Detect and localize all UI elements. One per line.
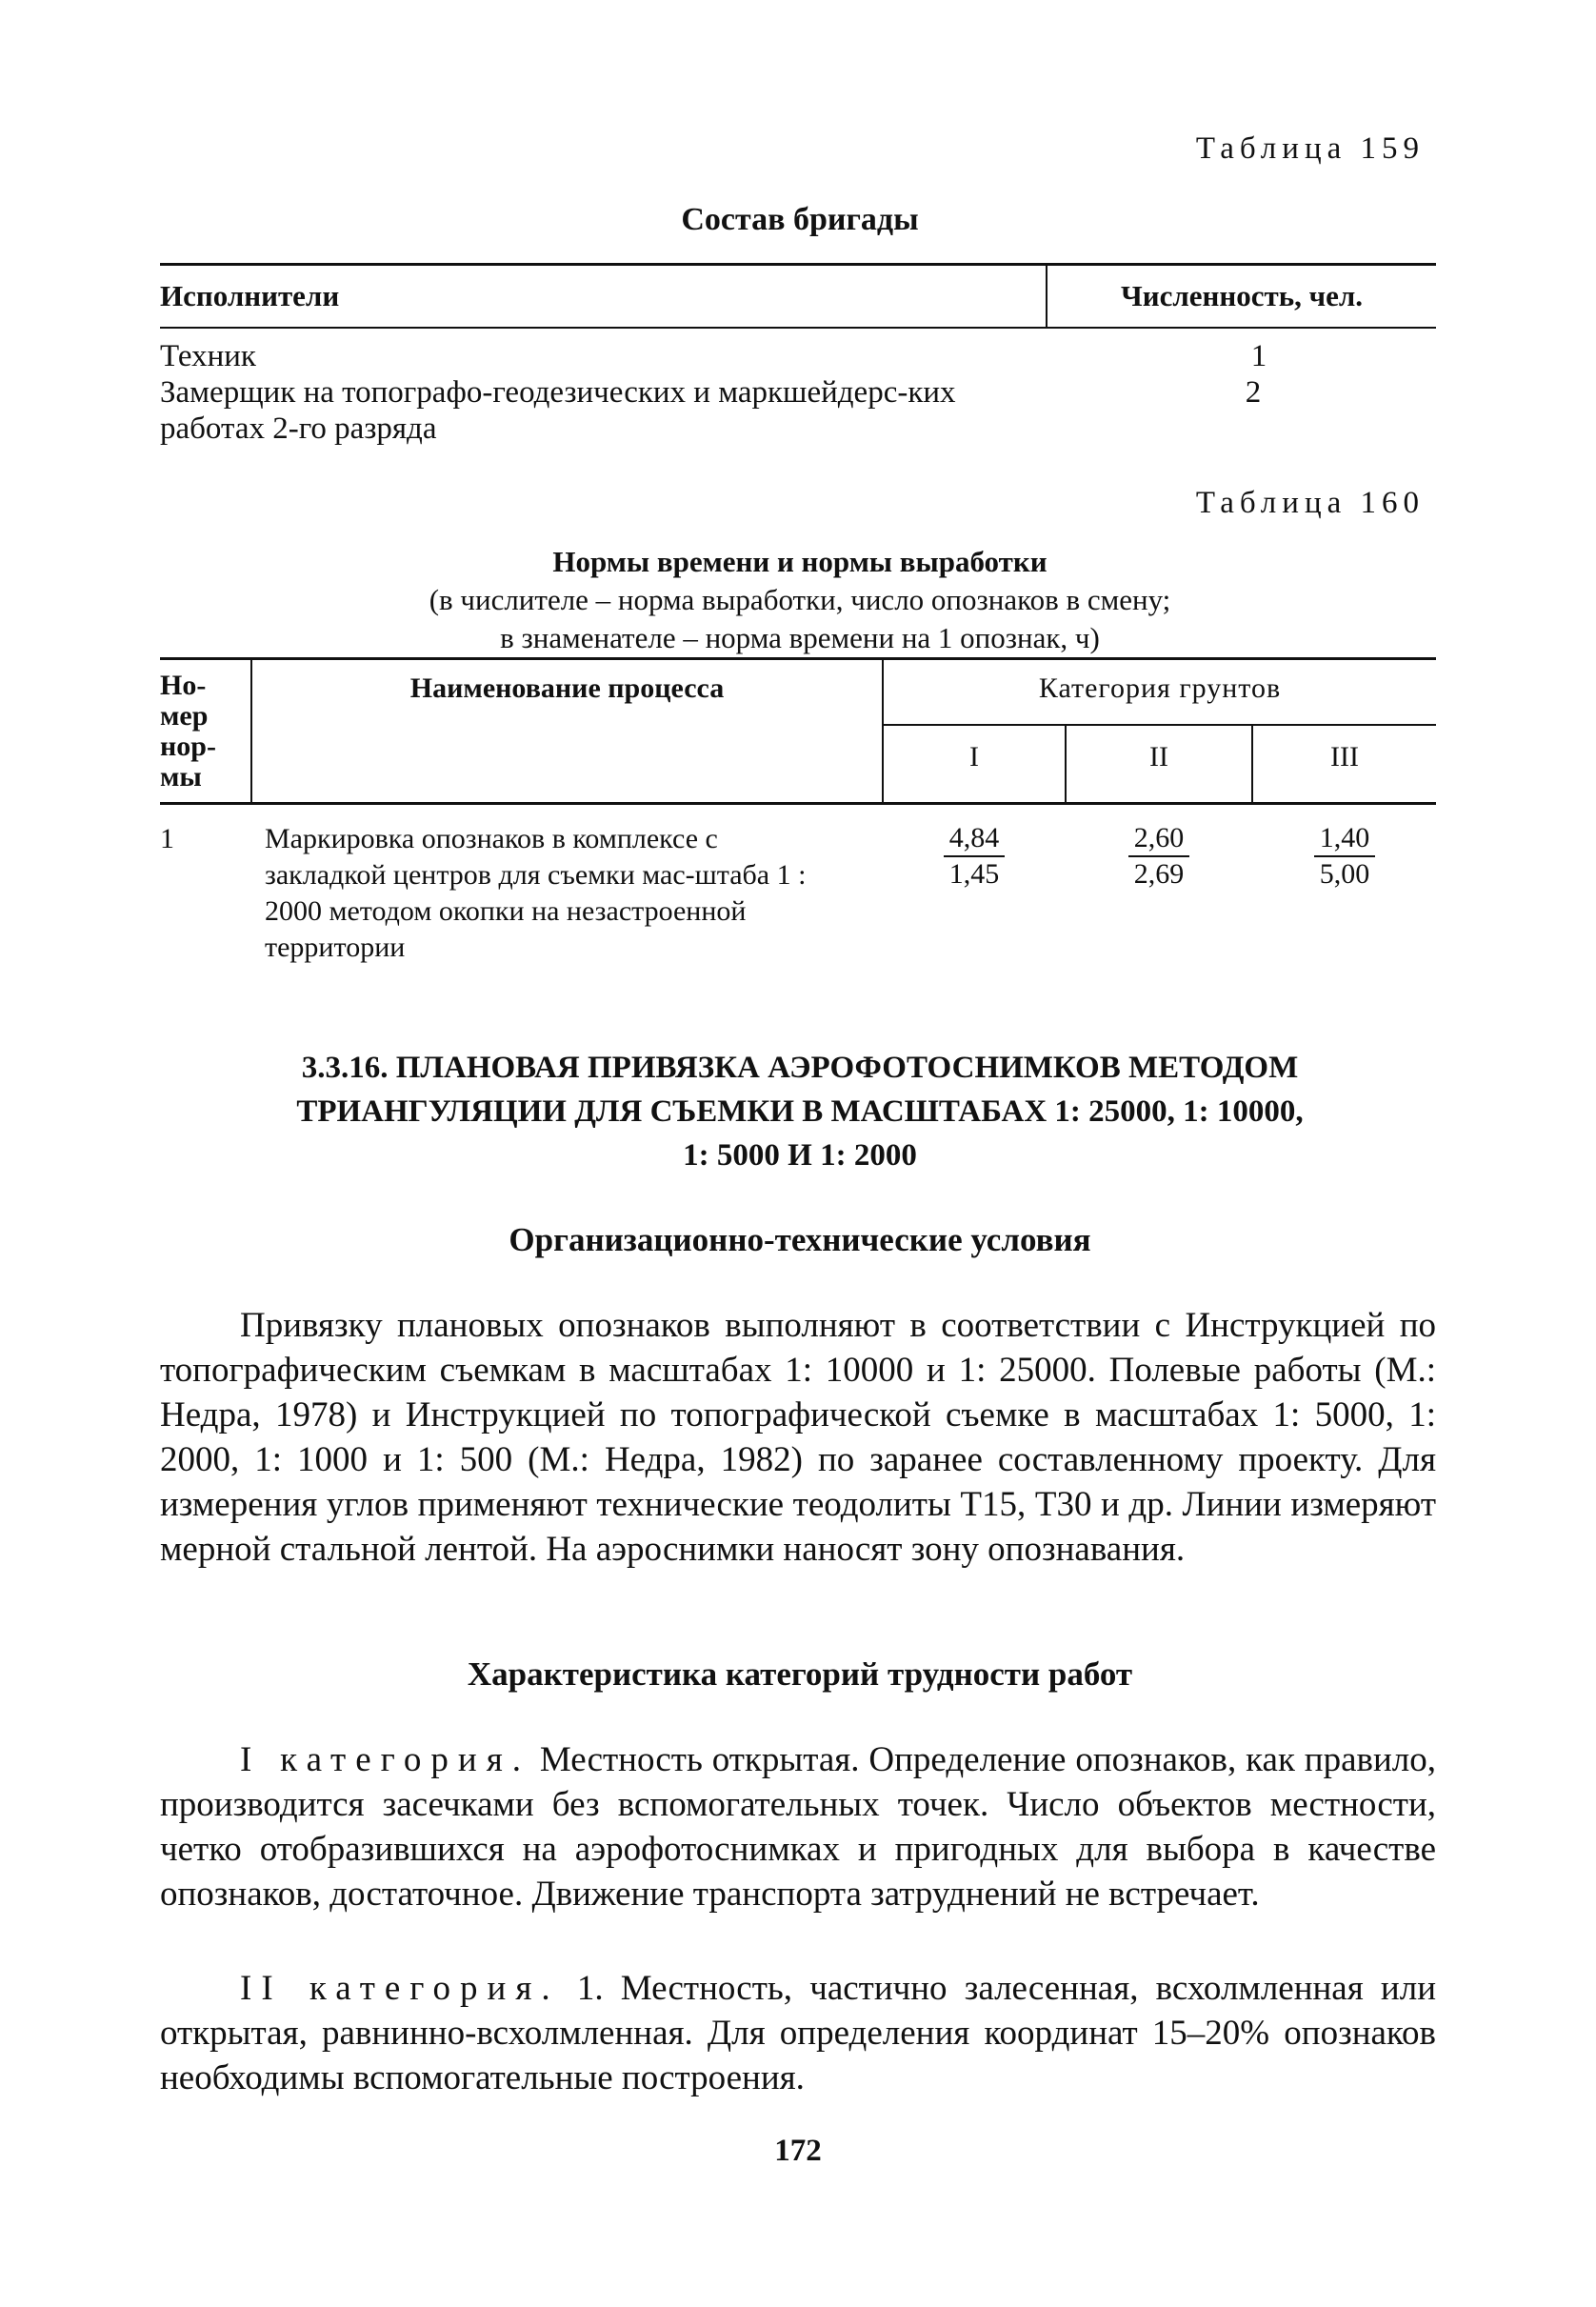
row-process-description: Маркировка опознаков в комплексе с закладкой центров для съемки мас-штаба 1 : 2000 методом окопки на незастроенной территории bbox=[265, 823, 807, 963]
table-160-title-note-2: в знаменателе – норма времени на 1 опознак, ч) bbox=[500, 621, 1100, 654]
category-subheader-rule bbox=[884, 724, 1436, 726]
table-row bbox=[160, 338, 1436, 374]
header-soil-category: Категория грунтов bbox=[1038, 672, 1282, 704]
output-norm-value: 2,60 bbox=[1128, 821, 1190, 857]
section-heading-line-2: ТРИАНГУЛЯЦИИ ДЛЯ СЪЕМКИ В МАСШТАБАХ 1: 25000, 1: 10000, bbox=[296, 1094, 1304, 1129]
output-norm-value: 4,84 bbox=[944, 821, 1006, 857]
header-performers: Исполнители bbox=[160, 266, 1047, 327]
row-performer: Техник bbox=[160, 339, 256, 373]
row-count: 1 bbox=[1250, 339, 1267, 373]
header-process-name: Наименование процесса bbox=[409, 672, 725, 704]
row-performer: Замерщик на топографо-геодезических и маркшейдерс-ких работах 2-го разряда bbox=[160, 375, 956, 446]
header-category-1: I bbox=[969, 741, 979, 772]
column-divider bbox=[250, 657, 252, 804]
table-row bbox=[160, 374, 1436, 447]
section-heading-line-3: 1: 5000 И 1: 2000 bbox=[683, 1138, 917, 1173]
section-heading-line-1: 3.3.16. ПЛАНОВАЯ ПРИВЯЗКА АЭРОФОТОСНИМКОВ МЕТОДОМ bbox=[301, 1051, 1299, 1085]
table-header-row bbox=[160, 266, 1436, 329]
table-160-title-note-1: (в числителе – норма выработки, число опознаков в смену; bbox=[429, 583, 1171, 616]
time-norm-value: 2,69 bbox=[1133, 858, 1185, 890]
output-norm-value: 1,40 bbox=[1314, 821, 1376, 857]
subheading-difficulty-categories: Характеристика категорий трудности работ bbox=[467, 1655, 1133, 1693]
section-heading bbox=[190, 1046, 1409, 1177]
paragraph-category-1 bbox=[160, 1737, 1436, 1916]
category-2-label: II категория. bbox=[240, 1969, 560, 2008]
value-category-1 bbox=[884, 821, 1065, 892]
table-160-title bbox=[248, 543, 1352, 657]
page-number: 172 bbox=[774, 2134, 822, 2168]
table-header-bottom-rule bbox=[160, 802, 1436, 805]
row-count: 2 bbox=[1245, 375, 1262, 410]
header-category-3: III bbox=[1330, 741, 1359, 772]
header-norm-number: Но-мер нор-мы bbox=[160, 670, 216, 792]
value-category-3 bbox=[1253, 821, 1436, 892]
table-160 bbox=[160, 657, 1436, 991]
subheading-organizational-conditions: Организационно-технические условия bbox=[509, 1221, 1091, 1258]
table-top-rule bbox=[160, 657, 1436, 660]
category-1-text: Местность открытая. Определение опознаков, как правило, производится засечками без вспомогательных точек. Число объектов местности, четко отобразившихся на аэрофотоснимках и пригодных для выбора в качестве опознаков, достаточное. Движение транспорта затруднений не встречает. bbox=[160, 1740, 1436, 1914]
table-160-caption: Таблица 160 bbox=[1195, 486, 1425, 520]
header-category-2: II bbox=[1149, 741, 1168, 772]
header-headcount: Численность, чел. bbox=[1120, 279, 1363, 312]
time-norm-value: 5,00 bbox=[1319, 858, 1370, 890]
value-category-2 bbox=[1067, 821, 1251, 892]
paragraph-category-2 bbox=[160, 1966, 1436, 2100]
category-2-text: 1. Местность, частично залесенная, всхолмленная или открытая, равнинно-всхолмленная. Для определения координат 15–20% опознаков необходимы вспомогательные построения. bbox=[160, 1969, 1436, 2097]
table-159-caption: Таблица 159 bbox=[1195, 131, 1425, 166]
table-160-title-main: Нормы времени и нормы выработки bbox=[552, 545, 1047, 578]
row-norm-number: 1 bbox=[160, 823, 174, 854]
time-norm-value: 1,45 bbox=[948, 858, 1000, 890]
paragraph-organizational-conditions: Привязку плановых опознаков выполняют в соответствии с Инструкцией по топографическим съемкам в масштабах 1: 10000 и 1: 25000. Полевые работы (М.: Недра, 1978) и Инструкцией по топографической съемке в масштабах 1: 5000, 1: 2000, 1: 1000 и 1: 500 (М.: Недра, 1982) по заранее составленному проекту. Для измерения углов применяют технические теодолиты Т15, Т30 и др. Линии измеряют мерной стальной лентой. На аэроснимки наносят зону опознавания. bbox=[160, 1306, 1436, 1569]
table-159 bbox=[160, 263, 1436, 447]
table-159-title: Состав бригады bbox=[681, 202, 919, 237]
category-1-label: I категория. bbox=[240, 1740, 530, 1779]
